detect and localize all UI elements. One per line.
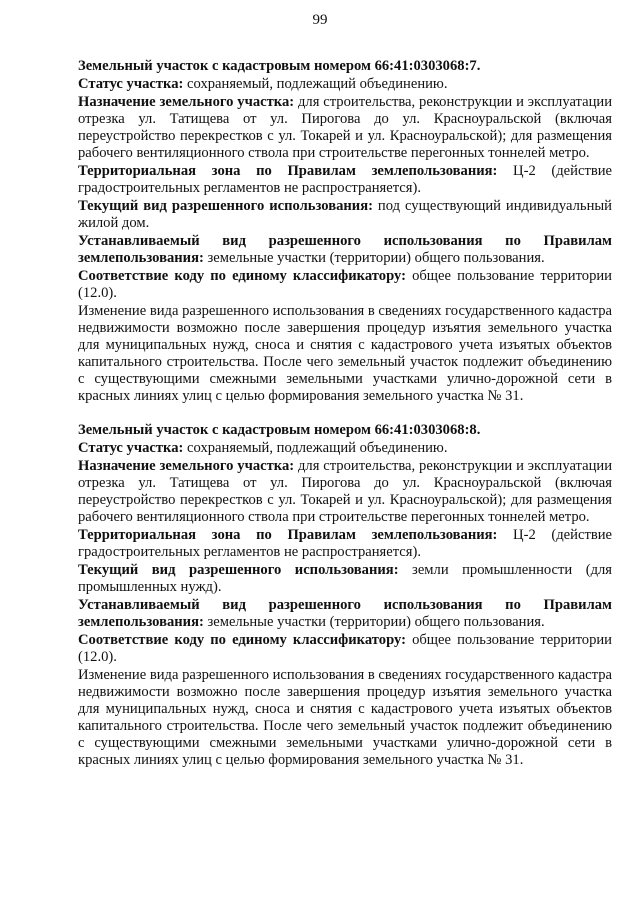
purpose-label: Назначение земельного участка: — [78, 94, 295, 110]
purpose-label: Назначение земельного участка: — [78, 458, 295, 474]
status-paragraph — [78, 440, 612, 457]
classifier-value: общее пользование территории (12.0). — [78, 632, 612, 665]
current-use-paragraph — [78, 562, 612, 596]
change-paragraph: Изменение вида разрешенного использования в сведениях государственного кадастра недвижимости возможно после завершения процедур изъятия земельного участка для муниципальных нужд, сноса и снятия с кадастрового учета изъятых объектов капитального строительства. После чего земельный участок подлежит объединению с существующими смежными земельными участками улично-дорожной сети в красных линиях улиц с целью формирования земельного участка № 31. — [78, 303, 612, 404]
current-use-label: Текущий вид разрешенного использования: — [78, 562, 399, 578]
established-use-value: земельные участки (территории) общего пользования. — [203, 250, 545, 266]
classifier-paragraph — [78, 632, 612, 666]
purpose-value: для строительства, реконструкции и эксплуатации отрезка ул. Татищева от ул. Пирогова до ул. Красноуральской (включая переустройство перекрестков с ул. Токарей и ул. Красноуральской); для размещения рабочего вентиляционного ствола при строительстве перегонных тоннелей метро. — [78, 94, 613, 161]
zone-paragraph — [78, 163, 612, 197]
zone-value: Ц-2 (действие градостроительных регламентов не распространяется). — [78, 163, 612, 196]
classifier-label: Соответствие коду по единому классификатору: — [78, 268, 406, 284]
established-use-value: земельные участки (территории) общего пользования. — [203, 614, 545, 630]
purpose-paragraph — [78, 94, 612, 162]
classifier-label: Соответствие коду по единому классификатору: — [78, 632, 406, 648]
zone-label: Территориальная зона по Правилам землепользования: — [78, 163, 498, 179]
purpose-value: для строительства, реконструкции и эксплуатации отрезка ул. Татищева от ул. Пирогова до ул. Красноуральской (включая переустройство перекрестков с ул. Токарей и ул. Красноуральской); для размещения рабочего вентиляционного ствола при строительстве перегонных тоннелей метро. — [78, 458, 613, 525]
change-paragraph: Изменение вида разрешенного использования в сведениях государственного кадастра недвижимости возможно после завершения процедур изъятия земельного участка для муниципальных нужд, сноса и снятия с кадастрового учета изъятых объектов капитального строительства. После чего земельный участок подлежит объединению с существующими смежными земельными участками улично-дорожной сети в красных линиях улиц с целью формирования земельного участка № 31. — [78, 667, 612, 768]
status-value: сохраняемый, подлежащий объединению. — [183, 76, 448, 92]
land-plot-section — [78, 58, 612, 405]
zone-paragraph — [78, 527, 612, 561]
current-use-value: земли промышленности (для промышленных нужд). — [78, 562, 612, 595]
classifier-paragraph — [78, 268, 612, 302]
status-value: сохраняемый, подлежащий объединению. — [183, 440, 448, 456]
current-use-paragraph — [78, 198, 612, 232]
current-use-label: Текущий вид разрешенного использования: — [78, 198, 373, 214]
page-number: 99 — [312, 12, 328, 28]
zone-label: Территориальная зона по Правилам землепользования: — [78, 527, 498, 543]
established-use-label: Устанавливаемый вид разрешенного использования по Правилам землепользования: — [78, 597, 612, 630]
status-label: Статус участка: — [78, 440, 184, 456]
established-use-paragraph — [78, 597, 612, 631]
zone-value: Ц-2 (действие градостроительных регламентов не распространяется). — [78, 527, 612, 560]
status-paragraph — [78, 76, 612, 93]
current-use-value: под существующий индивидуальный жилой дом. — [78, 198, 612, 231]
classifier-value: общее пользование территории (12.0). — [78, 268, 612, 301]
section-title: Земельный участок с кадастровым номером 66:41:0303068:8. — [78, 422, 481, 438]
established-use-label: Устанавливаемый вид разрешенного использования по Правилам землепользования: — [78, 233, 612, 266]
established-use-paragraph — [78, 233, 612, 267]
section-title: Земельный участок с кадастровым номером 66:41:0303068:7. — [78, 58, 481, 74]
land-plot-section — [78, 422, 612, 769]
purpose-paragraph — [78, 458, 612, 526]
document-body — [78, 58, 612, 786]
status-label: Статус участка: — [78, 76, 184, 92]
